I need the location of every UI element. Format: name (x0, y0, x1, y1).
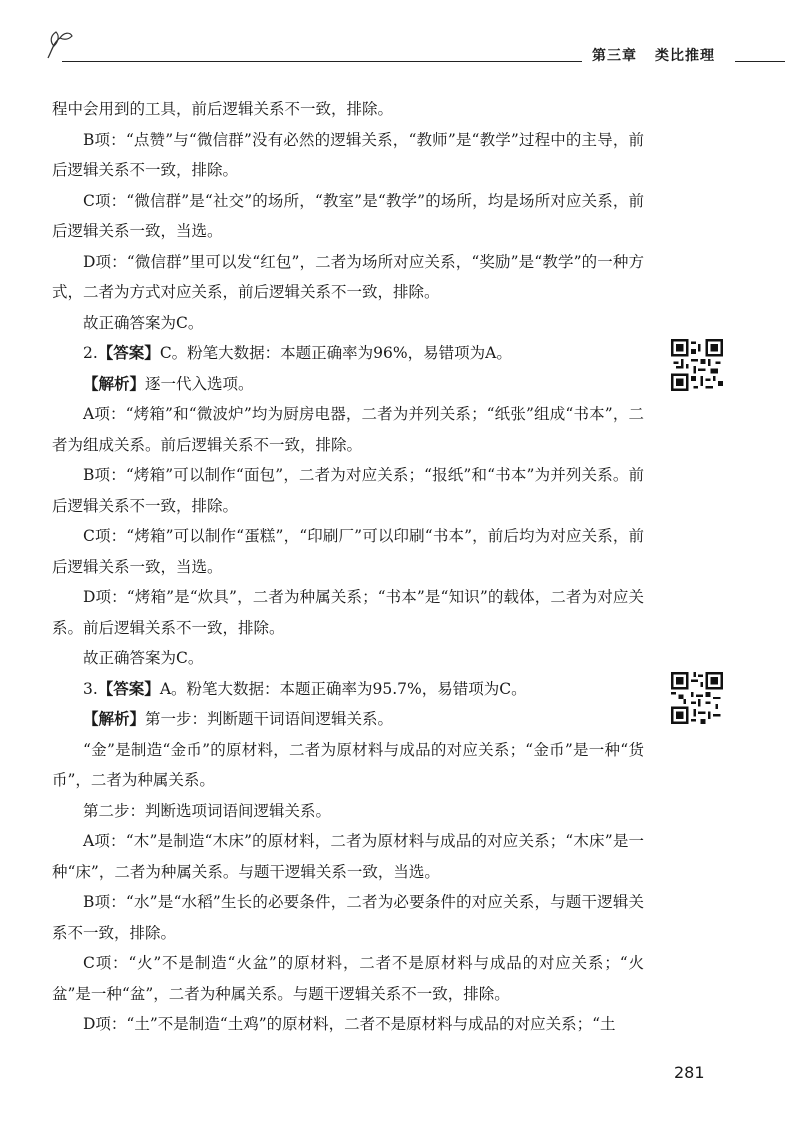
answer-text: C。粉笔大数据：本题正确率为96%，易错项为A。 (159, 344, 512, 362)
answer-label: 【答案】 (97, 679, 160, 698)
page-body (52, 94, 644, 1040)
answer-line (52, 674, 644, 705)
qr-code-icon (671, 672, 723, 724)
analysis-line (52, 369, 644, 400)
paragraph: C项：“烤箱”可以制作“蛋糕”，“印刷厂”可以印刷“书本”，前后均为对应关系，前后逻辑关系一致，当选。 (52, 527, 644, 576)
conclusion: 故正确答案为C。 (83, 313, 204, 332)
analysis-label: 【解析】 (83, 710, 146, 728)
page-header (0, 0, 800, 80)
paragraph: 程中会用到的工具，前后逻辑关系不一致，排除。 (52, 100, 394, 118)
chapter-title: 类比推理 (655, 48, 715, 64)
question-number: 2. (83, 344, 98, 362)
analysis-text: 第一步：判断题干词语间逻辑关系。 (145, 710, 394, 728)
paragraph: A项：“木”是制造“木床”的原材料，二者为原材料与成品的对应关系；“木床”是一种“床”，二者为种属关系。与题干逻辑关系一致，当选。 (52, 832, 644, 881)
qr-code-icon (671, 339, 723, 391)
answer-line (52, 338, 644, 369)
header-rule (62, 61, 582, 62)
paragraph: C项：“火”不是制造“火盆”的原材料，二者不是原材料与成品的对应关系；“火盆”是一种“盆”，二者为种属关系。与题干逻辑关系不一致，排除。 (52, 954, 644, 1003)
page-number: 281 (674, 1063, 705, 1082)
paragraph: “金”是制造“金币”的原材料，二者为原材料与成品的对应关系；“金币”是一种“货币”，二者为种属关系。 (52, 740, 644, 789)
paragraph: 第二步：判断选项词语间逻辑关系。 (83, 801, 332, 820)
paragraph: B项：“水”是“水稻”生长的必要条件，二者为必要条件的对应关系，与题干逻辑关系不一致，排除。 (52, 893, 644, 942)
paragraph: D项：“土”不是制造“土鸡”的原材料，二者不是原材料与成品的对应关系；“土 (83, 1015, 616, 1033)
conclusion: 故正确答案为C。 (83, 649, 204, 667)
paragraph: B项：“点赞”与“微信群”没有必然的逻辑关系，“教师”是“教学”过程中的主导，前后逻辑关系不一致，排除。 (52, 130, 644, 179)
question-number: 3. (83, 679, 98, 698)
paragraph: A项：“烤箱”和“微波炉”均为厨房电器，二者为并列关系；“纸张”组成“书本”，二者为组成关系。前后逻辑关系不一致，排除。 (52, 405, 644, 454)
leaf-icon (44, 28, 74, 62)
analysis-line (52, 704, 644, 735)
paragraph: C项：“微信群”是“社交”的场所，“教室”是“教学”的场所，均是场所对应关系，前后逻辑关系一致，当选。 (52, 191, 644, 240)
paragraph: D项：“烤箱”是“炊具”，二者为种属关系；“书本”是“知识”的载体，二者为对应关系。前后逻辑关系不一致，排除。 (52, 588, 644, 637)
paragraph: B项：“烤箱”可以制作“面包”，二者为对应关系；“报纸”和“书本”为并列关系。前后逻辑关系不一致，排除。 (52, 466, 644, 515)
chapter-heading (592, 45, 733, 65)
chapter-number: 第三章 (592, 48, 637, 64)
header-rule-right (735, 61, 785, 62)
answer-text: A。粉笔大数据：本题正确率为95.7%，易错项为C。 (159, 679, 527, 698)
answer-label: 【答案】 (97, 344, 160, 362)
analysis-label: 【解析】 (83, 374, 146, 393)
paragraph: D项：“微信群”里可以发“红包”，二者为场所对应关系，“奖励”是“教学”的一种方式，二者为方式对应关系，前后逻辑关系不一致，排除。 (52, 252, 644, 301)
analysis-text: 逐一代入选项。 (145, 374, 254, 393)
